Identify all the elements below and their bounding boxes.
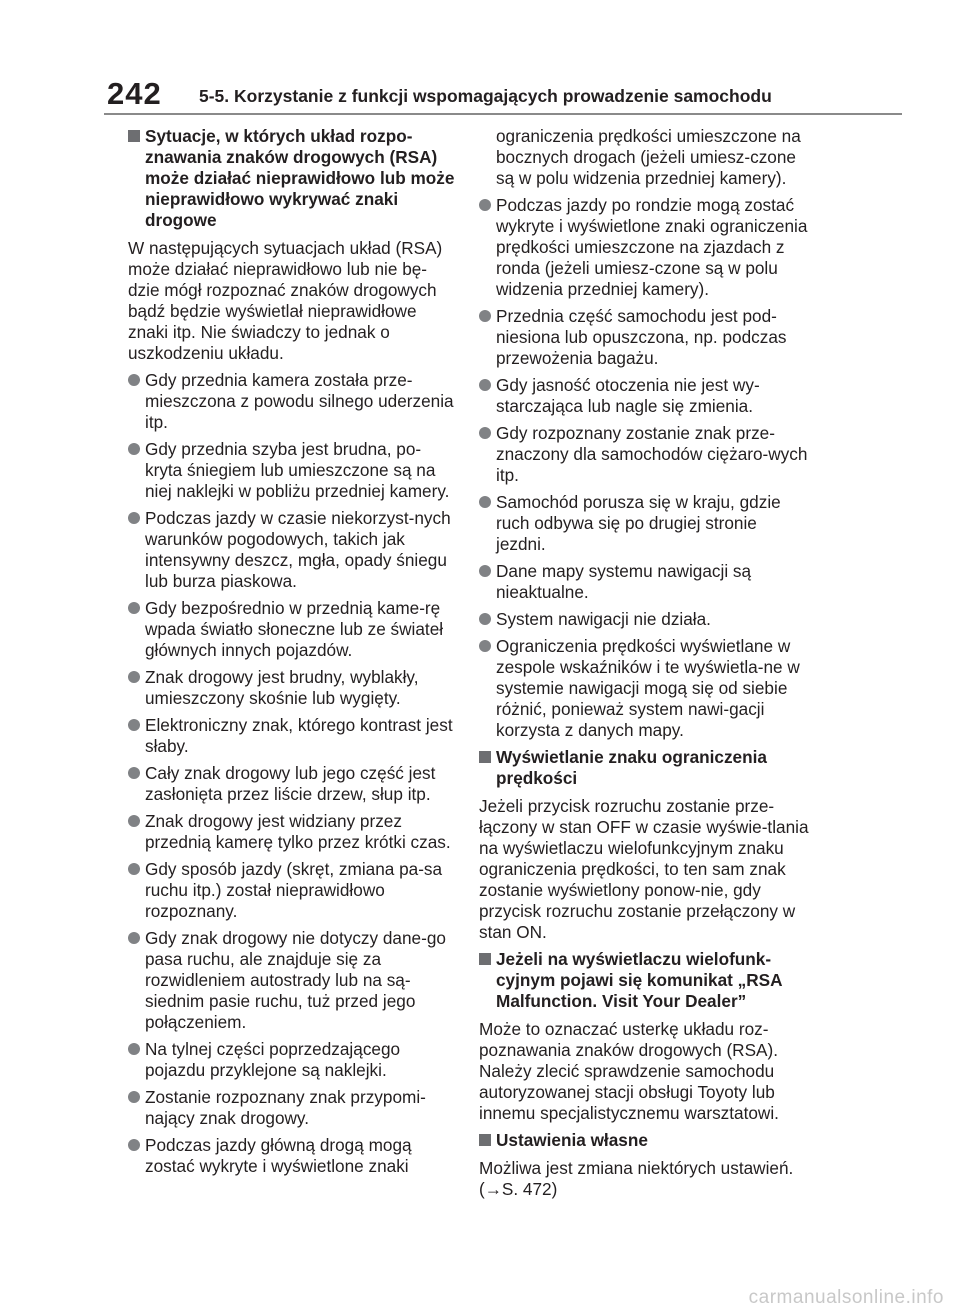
list-item-text: Podczas jazdy główną drogą mogą zostać wykryte i wyświetlone znaki [145,1135,412,1176]
section-heading [479,1130,809,1151]
circle-bullet-icon [479,496,491,508]
list-item [128,598,458,661]
list-item-text: Na tylnej części poprzedzającego pojazdu przyklejone są naklejki. [145,1039,401,1080]
circle-bullet-icon [128,602,140,614]
list-item [479,561,809,603]
circle-bullet-icon [128,767,140,779]
watermark: carmanualsonline.info [748,1287,944,1308]
heading-text: Sytuacje, w których układ rozpo-znawania znaków drogowych (RSA) może działać nieprawidłowo lub może nieprawidłowo wykrywać znaki drogowe [145,126,455,230]
list-item [479,195,809,300]
list-item-text: Samochód porusza się w kraju, gdzie ruch odbywa się po drugiej stronie jezdni. [496,492,781,554]
list-item [479,492,809,555]
list-item-text: Dane mapy systemu nawigacji są nieaktualne. [496,561,752,602]
circle-bullet-icon [479,379,491,391]
list-item [479,609,809,630]
square-bullet-icon [479,1134,491,1146]
list-item-text: Gdy sposób jazdy (skręt, zmiana pa-sa ruchu itp.) został nieprawidłowo rozpoznany. [145,859,443,921]
list-item-text: System nawigacji nie działa. [496,609,711,629]
circle-bullet-icon [128,719,140,731]
circle-bullet-icon [128,932,140,944]
circle-bullet-icon [128,1043,140,1055]
heading-text: Jeżeli na wyświetlaczu wielofunk-cyjnym pojawi się komunikat „RSA Malfunction. Visit Your Dealer” [496,949,782,1011]
list-item [128,1135,458,1177]
list-item-text: Elektroniczny znak, którego kontrast jest słaby. [145,715,453,756]
square-bullet-icon [479,751,491,763]
circle-bullet-icon [128,1091,140,1103]
continued-text: ograniczenia prędkości umieszczone na bocznych drogach (jeżeli umiesz-czone są w polu widzenia przedniej kamery). [496,126,801,188]
list-item-text: Gdy rozpoznany zostanie znak prze-znaczony dla samochodów ciężaro-wych itp. [496,423,808,485]
right-column [479,126,809,1206]
list-item [128,1039,458,1081]
square-bullet-icon [479,953,491,965]
section-title: 5-5. Korzystanie z funkcji wspomagających prowadzenie samochodu [199,86,772,106]
paragraph: Może to oznaczać usterkę układu roz-poznawania znaków drogowych (RSA). Należy zlecić sprawdzenie samochodu autoryzowanej stacji obsługi Toyoty lub innemu specjalistycznemu warsztatowi. [479,1019,779,1123]
list-item [479,306,809,369]
list-item-text: Przednia część samochodu jest pod-niesiona lub opuszczona, np. podczas przewożenia bagażu. [496,306,787,368]
section-heading [128,126,458,231]
section-heading [479,747,809,789]
list-item [128,667,458,709]
list-item [128,859,458,922]
paragraph: Możliwa jest zmiana niektórych ustawień. (→S. 472) [479,1158,794,1199]
list-item-text: Gdy znak drogowy nie dotyczy dane-go pasa ruchu, ale znajduje się za rozwidleniem autostrady lub na są-siednim pasie ruchu, tuż przed jego połączeniem. [145,928,446,1032]
page-number: 242 [107,76,162,111]
list-item-text: Cały znak drogowy lub jego część jest zasłonięta przez liście drzew, słup itp. [145,763,436,804]
list-item [479,636,809,741]
header-divider [104,113,902,115]
list-item-text: Zostanie rozpoznany znak przypomi-nający znak drogowy. [145,1087,426,1128]
list-item [128,928,458,1033]
circle-bullet-icon [479,613,491,625]
list-item [128,715,458,757]
heading-text: Ustawienia własne [496,1130,648,1150]
circle-bullet-icon [479,640,491,652]
paragraph: Jeżeli przycisk rozruchu zostanie prze-łączony w stan OFF w czasie wyświe-tlania na wyświetlaczu wielofunkcyjnym znaku ograniczenia prędkości, to ten sam znak zostanie wyświetlony ponow-nie, gdy przycisk rozruchu zostanie przełączony w stan ON. [479,796,809,942]
list-item [128,439,458,502]
list-item [128,508,458,592]
list-item-text: Gdy bezpośrednio w przednią kame-rę wpada światło słoneczne lub ze świateł głównych innych pojazdów. [145,598,444,660]
heading-text: Wyświetlanie znaku ograniczenia prędkości [496,747,767,788]
list-item [479,423,809,486]
list-item-text: Podczas jazdy w czasie niekorzyst-nych warunków pogodowych, takich jak intensywny deszcz, mgła, opady śniegu lub burza piaskowa. [145,508,451,591]
list-item-text: Ograniczenia prędkości wyświetlane w zespole wskaźników i te wyświetla-ne w systemie nawigacji mogą się od siebie różnić, ponieważ system nawi-gacji korzysta z danych mapy. [496,636,800,740]
circle-bullet-icon [479,310,491,322]
list-item-text: Gdy przednia szyba jest brudna, po-kryta śniegiem lub umieszczone są na niej naklejki w pobliżu przedniej kamery. [145,439,450,501]
list-item [128,763,458,805]
list-item [479,375,809,417]
list-item [128,370,458,433]
intro-paragraph: W następujących sytuacjach układ (RSA) może działać nieprawidłowo lub nie bę-dzie mógł rozpoznać znaków drogowych bądź będzie wyświetlał nieprawidłowe znaki itp. Nie świadczy to jednak o uszkodzeniu układu. [128,238,443,363]
list-item [128,1087,458,1129]
square-bullet-icon [128,130,140,142]
circle-bullet-icon [479,199,491,211]
section-heading [479,949,809,1012]
list-item [128,811,458,853]
circle-bullet-icon [128,443,140,455]
circle-bullet-icon [479,565,491,577]
circle-bullet-icon [128,815,140,827]
circle-bullet-icon [479,427,491,439]
circle-bullet-icon [128,863,140,875]
circle-bullet-icon [128,512,140,524]
list-item-text: Znak drogowy jest brudny, wyblakły, umieszczony skośnie lub wygięty. [145,667,419,708]
list-item-text: Gdy przednia kamera została prze-mieszczona z powodu silnego uderzenia itp. [145,370,454,432]
list-item-text: Gdy jasność otoczenia nie jest wy-starczająca lub nagle się zmienia. [496,375,760,416]
list-item-text: Znak drogowy jest widziany przez przednią kamerę tylko przez krótki czas. [145,811,451,852]
circle-bullet-icon [128,1139,140,1151]
circle-bullet-icon [128,374,140,386]
left-column [128,126,458,1183]
circle-bullet-icon [128,671,140,683]
page-header [0,0,960,118]
list-item-text: Podczas jazdy po rondzie mogą zostać wykryte i wyświetlone znaki ograniczenia prędkości umieszczone na zjazdach z ronda (jeżeli umiesz-czone są w polu widzenia przedniej kamery). [496,195,808,299]
